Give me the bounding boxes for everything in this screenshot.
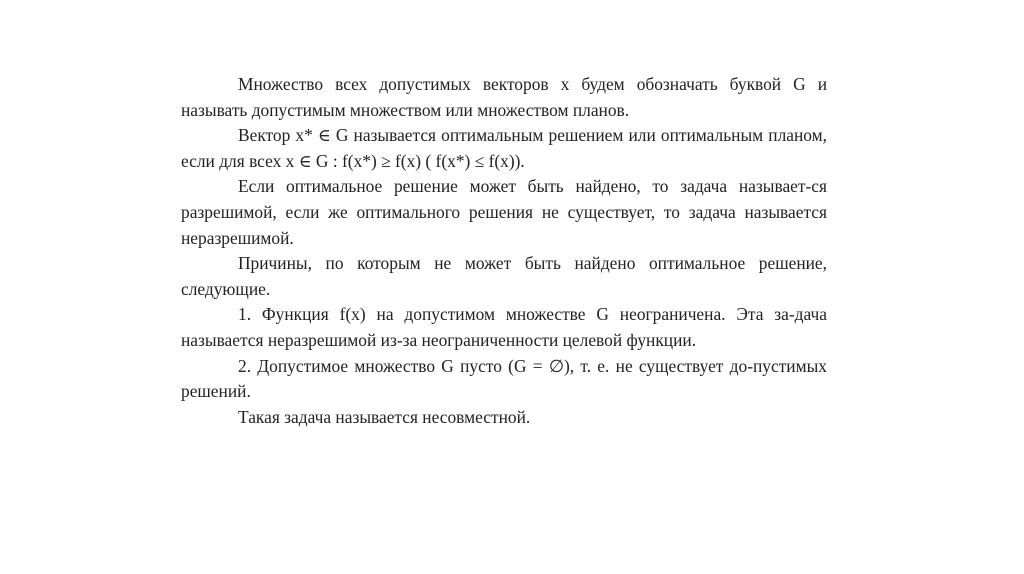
paragraph-2: Вектор x* ∈ G называется оптимальным решением или оптимальным планом, если для всех x ∈ G : f(x*) ≥ f(x) ( f(x*) ≤ f(x)). bbox=[181, 125, 827, 171]
paragraph-4: Причины, по которым не может быть найдено оптимальное решение, следующие. bbox=[181, 253, 827, 299]
paragraph-3: Если оптимальное решение может быть найдено, то задача называет-ся разрешимой, если же оптимального решения не существует, то задача называется неразрешимой. bbox=[181, 176, 827, 248]
paragraph-7: Такая задача называется несовместной. bbox=[238, 406, 531, 427]
paragraph-5: 1. Функция f(x) на допустимом множестве G неограничена. Эта за-дача называется неразрешимой из-за неограниченности целевой функции. bbox=[181, 304, 827, 350]
paragraph-1: Множество всех допустимых векторов x будем обозначать буквой G и называть допустимым множеством или множеством планов. bbox=[181, 74, 827, 120]
text-block bbox=[181, 72, 827, 430]
paragraph-6: 2. Допустимое множество G пусто (G = ∅), т. е. не существует до-пустимых решений. bbox=[181, 355, 827, 402]
